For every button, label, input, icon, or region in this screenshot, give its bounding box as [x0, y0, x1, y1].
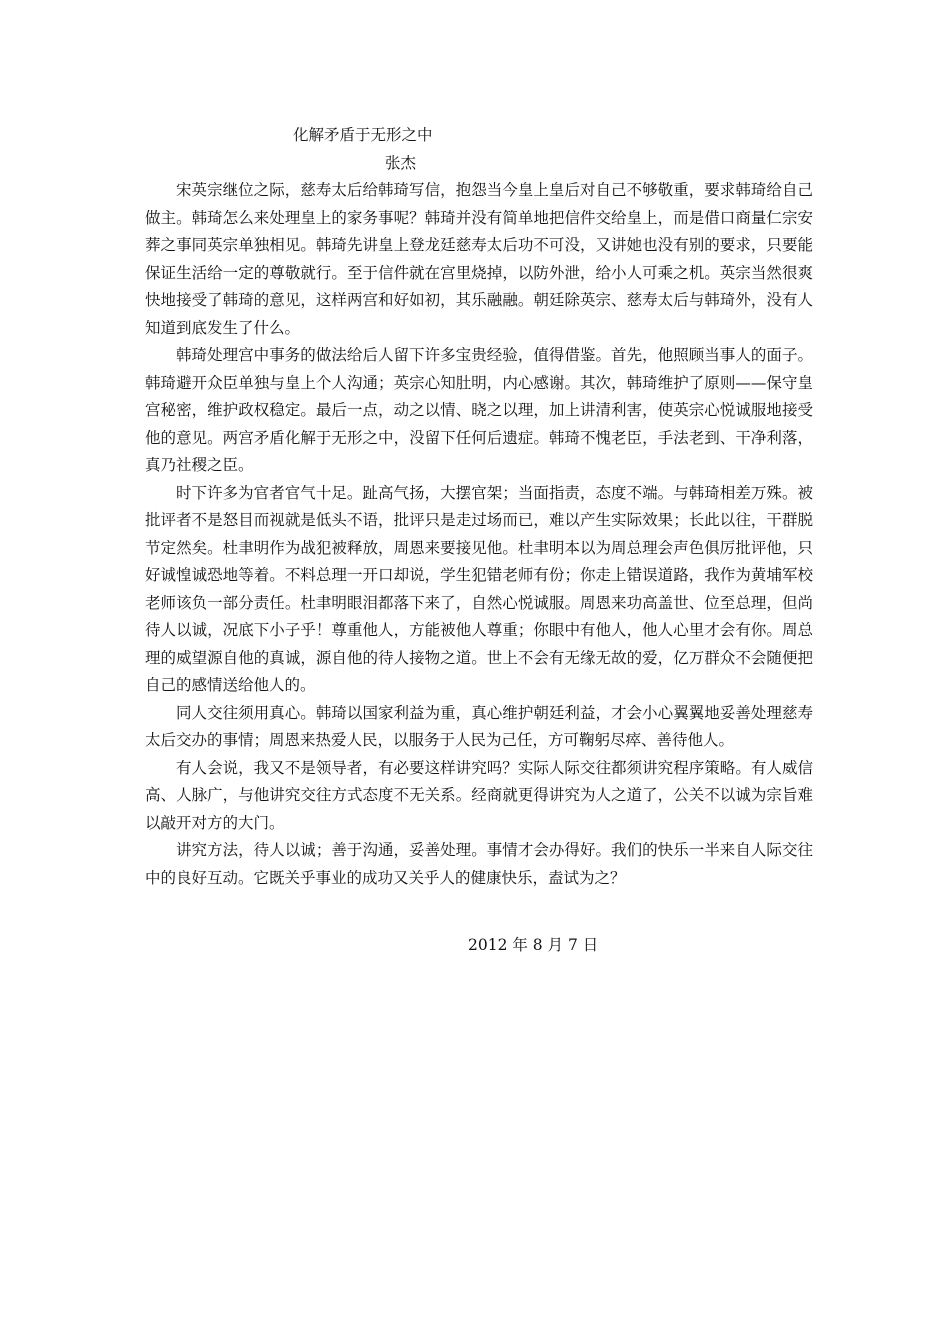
document-title: 化解矛盾于无形之中 — [293, 126, 433, 144]
paragraph-2: 韩琦处理宫中事务的做法给后人留下许多宝贵经验，值得借鉴。首先，他照顾当事人的面子。韩琦避开众臣单独与皇上个人沟通；英宗心知肚明，内心感谢。其次，韩琦维护了原则——保守皇宫秘密，维护政权稳定。最后一点，动之以情、晓之以理，加上讲清利害，使英宗心悦诚服地接受他的意见。两宫矛盾化解于无形之中，没留下任何后遗症。韩琦不愧老臣，手法老到、干净利落，真乃社稷之臣。 — [145, 346, 813, 474]
document-date: 2012 年 8 月 7 日 — [468, 936, 599, 954]
document-author: 张杰 — [385, 153, 417, 172]
paragraph-1: 宋英宗继位之际，慈寿太后给韩琦写信，抱怨当今皇上皇后对自己不够敬重，要求韩琦给自己做主。韩琦怎么来处理皇上的家务事呢？韩琦并没有简单地把信件交给皇上，而是借口商量仁宗安葬之事同英宗单独相见。韩琦先讲皇上登龙廷慈寿太后功不可没，又讲她也没有别的要求，只要能保证生活给一定的尊敬就行。至于信件就在宫里烧掉，以防外泄，给小人可乘之机。英宗当然很爽快地接受了韩琦的意见，这样两宫和好如初，其乐融融。朝廷除英宗、慈寿太后与韩琦外，没有人知道到底发生了什么。 — [145, 181, 813, 337]
document-body — [145, 122, 813, 960]
paragraph-6: 讲究方法，待人以诚；善于沟通，妥善处理。事情才会办得好。我们的快乐一半来自人际交往中的良好互动。它既关乎事业的成功又关乎人的健康快乐，盍试为之？ — [145, 841, 813, 887]
paragraph-5: 有人会说，我又不是领导者，有必要这样讲究吗？实际人际交往都须讲究程序策略。有人威信高、人脉广，与他讲究交往方式态度不无关系。经商就更得讲究为人之道了，公关不以诚为宗旨难以敲开对方的大门。 — [145, 758, 813, 832]
paragraph-4: 同人交往须用真心。韩琦以国家利益为重，真心维护朝廷利益，才会小心翼翼地妥善处理慈寿太后交办的事情；周恩来热爱人民，以服务于人民为己任，方可鞠躬尽瘁、善待他人。 — [145, 703, 813, 749]
paragraph-3: 时下许多为官者官气十足。趾高气扬，大摆官架；当面指责，态度不端。与韩琦相差万殊。被批评者不是怒目而视就是低头不语，批评只是走过场而已，难以产生实际效果；长此以往，干群脱节定然矣。杜聿明作为战犯被释放，周恩来要接见他。杜聿明本以为周总理会声色俱厉批评他，只好诚惶诚恐地等着。不料总理一开口却说，学生犯错老师有份；你走上错误道路，我作为黄埔军校老师该负一部分责任。杜聿明眼泪都落下来了，自然心悦诚服。周恩来功高盖世、位至总理，但尚待人以诚，况底下小子乎！尊重他人，方能被他人尊重；你眼中有他人，他人心里才会有你。周总理的威望源自他的真诚，源自他的待人接物之道。世上不会有无缘无故的爱，亿万群众不会随便把自己的感情送给他人的。 — [145, 483, 813, 694]
